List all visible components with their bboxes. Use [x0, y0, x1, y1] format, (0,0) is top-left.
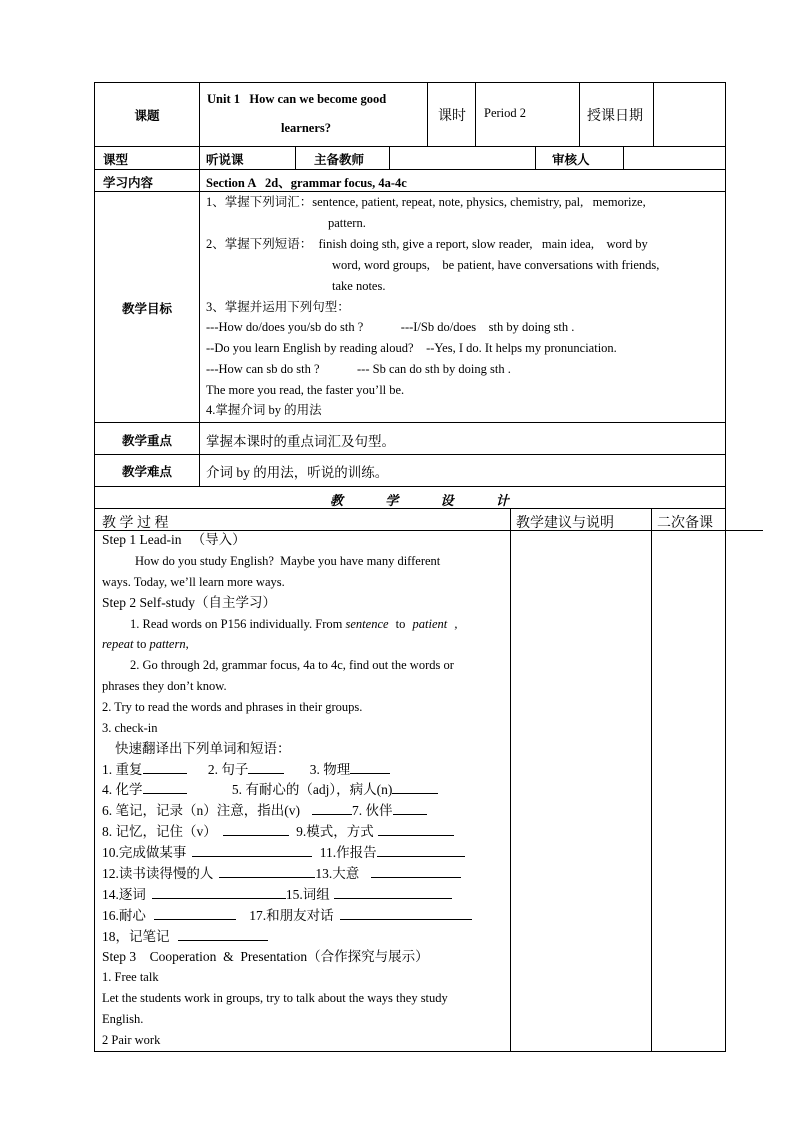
- s2-1d: patient: [412, 617, 448, 631]
- vocab-12: 12.读书读得慢的人: [102, 866, 214, 881]
- col-header-second: 二次备课: [657, 516, 713, 531]
- goal-line-3: 2、掌握下列短语： finish doing sth, give a report, slow reader, main idea, word by: [206, 237, 648, 251]
- col-divider-date-label: [579, 82, 580, 146]
- date-label: 授课日期: [587, 109, 643, 124]
- s2-1c: to: [395, 617, 406, 631]
- vocab-16: 16.耐心: [102, 908, 146, 923]
- step3-item2-line2: English.: [102, 1012, 144, 1026]
- step2-item3: 2. Try to read the words and phrases in their groups.: [102, 700, 363, 714]
- key-points-value: 掌握本课时的重点词汇及句型。: [206, 434, 395, 449]
- content-value: Section A 2d、grammar focus, 4a-4c: [206, 176, 407, 190]
- vocab-13-blank: [371, 865, 461, 878]
- vocab-7: 7. 伙伴: [352, 803, 393, 818]
- table-border-top: [94, 82, 726, 83]
- step3-item2-line1: Let the students work in groups, try to talk about the ways they study: [102, 991, 448, 1005]
- goals-label: 教学目标: [121, 302, 172, 316]
- vocab-17-blank: [340, 907, 472, 920]
- vocab-15-blank: [334, 886, 452, 899]
- vocab-5: 5. 有耐心的（adj），病人(n): [231, 782, 393, 797]
- period-value: Period 2: [484, 106, 527, 120]
- vocab-row-1: [102, 760, 390, 781]
- vocab-14-blank: [152, 886, 286, 899]
- vocab-4: 4. 化学: [102, 782, 143, 797]
- col-divider-period-label: [427, 82, 428, 146]
- vocab-row-6: [102, 864, 461, 885]
- vocab-14: 14.逐词: [102, 887, 146, 902]
- col-header-process: 教 学 过 程: [102, 516, 169, 531]
- vocab-18: 18，记笔记: [102, 929, 170, 944]
- table-border-left: [94, 82, 95, 1051]
- goal-line-11: 4.掌握介词 by 的用法: [206, 403, 322, 417]
- step2-item2-line1: 2. Go through 2d, grammar focus, 4a to 4c, find out the words or: [130, 658, 454, 672]
- s2-1g: to: [136, 637, 147, 651]
- vocab-13: 13.大意: [315, 866, 360, 881]
- vocab-5-blank: [392, 781, 438, 794]
- col-divider-period-value: [475, 82, 476, 146]
- step2-item5: 快速翻译出下列单词和短语：: [115, 741, 291, 756]
- vocab-6-blank: [312, 802, 352, 815]
- design-char-4: 计: [495, 493, 509, 508]
- step2-heading: Step 2 Self-study（自主学习）: [102, 595, 276, 610]
- vocab-17: 17.和朋友对话: [249, 908, 334, 923]
- topic-label: 课题: [134, 109, 160, 123]
- goal-line-7: ---How do/does you/sb do sth ? ---I/Sb do/does sth by doing sth .: [206, 320, 575, 334]
- s2-1e: ,: [454, 617, 458, 631]
- step2-item1-line1: [130, 614, 458, 635]
- type-value: 听说课: [206, 153, 244, 167]
- row-divider-design: [94, 486, 726, 487]
- vocab-9: 9.模式，方式: [296, 824, 374, 839]
- vocab-7-blank: [393, 802, 427, 815]
- row-divider-difficulties: [94, 454, 726, 455]
- col-divider-second: [651, 508, 652, 1051]
- step3-item3: 2 Pair work: [102, 1033, 161, 1047]
- col-divider-reviewer-value: [623, 146, 624, 169]
- vocab-2: 2. 句子: [207, 762, 249, 777]
- s2-1h: pattern: [149, 637, 186, 651]
- vocab-16-blank: [154, 907, 236, 920]
- table-border-right: [725, 82, 726, 1051]
- goal-line-9: ---How can sb do sth ? --- Sb can do sth by doing sth .: [206, 362, 511, 376]
- s2-1b: sentence: [345, 617, 389, 631]
- row-divider-type: [94, 146, 726, 147]
- vocab-row-9: [102, 927, 268, 948]
- row-divider-content: [94, 169, 726, 170]
- vocab-1-blank: [143, 761, 187, 774]
- col-divider-teacher-label: [295, 146, 296, 169]
- step2-item1-line2: [102, 634, 189, 655]
- vocab-12-blank: [219, 865, 315, 878]
- s2-1f: repeat: [102, 637, 134, 651]
- goal-line-5: take notes.: [332, 279, 386, 293]
- row-divider-keypoints: [94, 422, 726, 423]
- vocab-row-7: [102, 885, 452, 906]
- col-divider-label: [199, 82, 200, 486]
- col-header-advice: 教学建议与说明: [516, 516, 614, 531]
- vocab-row-3: [102, 801, 427, 822]
- step1-line2: ways. Today, we’ll learn more ways.: [102, 575, 285, 589]
- vocab-4-blank: [143, 781, 187, 794]
- teacher-label: 主备教师: [314, 153, 365, 167]
- vocab-11-blank: [377, 844, 465, 857]
- vocab-3: 3. 物理: [309, 762, 351, 777]
- period-label: 课时: [438, 109, 466, 124]
- goal-line-8: --Do you learn English by reading aloud? --Yes, I do. It helps my pronunciation.: [206, 341, 617, 355]
- design-char-1: 教: [330, 493, 344, 508]
- goal-line-10: The more you read, the faster you’ll be.: [206, 383, 405, 397]
- goal-line-2: pattern.: [328, 216, 366, 230]
- difficulties-value: 介词 by 的用法，听说的训练。: [206, 465, 389, 480]
- vocab-row-5: [102, 843, 465, 864]
- vocab-9-blank: [378, 823, 454, 836]
- goal-line-1: 1、掌握下列词汇：sentence, patient, repeat, note, physics, chemistry, pal, memorize,: [206, 195, 646, 209]
- vocab-10-blank: [192, 844, 312, 857]
- vocab-row-4: [102, 822, 454, 843]
- vocab-18-blank: [178, 928, 268, 941]
- vocab-3-blank: [350, 761, 390, 774]
- col-divider-date-value: [653, 82, 654, 146]
- vocab-2-blank: [248, 761, 284, 774]
- vocab-row-2: [102, 780, 438, 801]
- type-label: 课型: [103, 153, 129, 167]
- vocab-8-blank: [223, 823, 289, 836]
- vocab-row-8: [102, 906, 472, 927]
- table-border-bottom: [94, 1051, 726, 1052]
- step3-heading: Step 3 Cooperation & Presentation（合作探究与展示）: [102, 949, 429, 964]
- reviewer-label: 审核人: [552, 153, 590, 167]
- s2-1a: 1. Read words on P156 individually. From: [130, 617, 343, 631]
- key-points-label: 教学重点: [121, 434, 172, 448]
- content-label: 学习内容: [103, 176, 154, 190]
- design-title: [330, 490, 509, 509]
- step2-item2-line2: phrases they don’t know.: [102, 679, 227, 693]
- col-divider-teacher-value: [389, 146, 390, 169]
- vocab-8: 8. 记忆，记住（v）: [102, 824, 217, 839]
- vocab-6: 6. 笔记，记录（n）注意，指出(v): [102, 803, 300, 818]
- step2-item4: 3. check-in: [102, 721, 158, 735]
- vocab-10: 10.完成做某事: [102, 845, 187, 860]
- design-char-2: 学: [385, 493, 399, 508]
- design-char-3: 设: [440, 493, 454, 508]
- difficulties-label: 教学难点: [121, 465, 172, 479]
- col-divider-advice: [510, 508, 511, 1051]
- goal-line-6: 3、掌握并运用下列句型：: [206, 300, 350, 314]
- col-divider-reviewer-label: [535, 146, 536, 169]
- step1-heading: Step 1 Lead-in （导入）: [102, 532, 246, 547]
- step3-item1: 1. Free talk: [102, 970, 159, 984]
- step1-line1: How do you study English? Maybe you have many different: [135, 554, 441, 568]
- topic-line1: Unit 1 How can we become good: [207, 92, 387, 106]
- vocab-15: 15.词组: [285, 887, 330, 902]
- vocab-11: 11.作报告: [319, 845, 377, 860]
- s2-1i: ,: [185, 637, 189, 651]
- goal-line-4: word, word groups, be patient, have conversations with friends,: [332, 258, 660, 272]
- topic-line2: learners?: [281, 121, 331, 135]
- vocab-1: 1. 重复: [102, 762, 143, 777]
